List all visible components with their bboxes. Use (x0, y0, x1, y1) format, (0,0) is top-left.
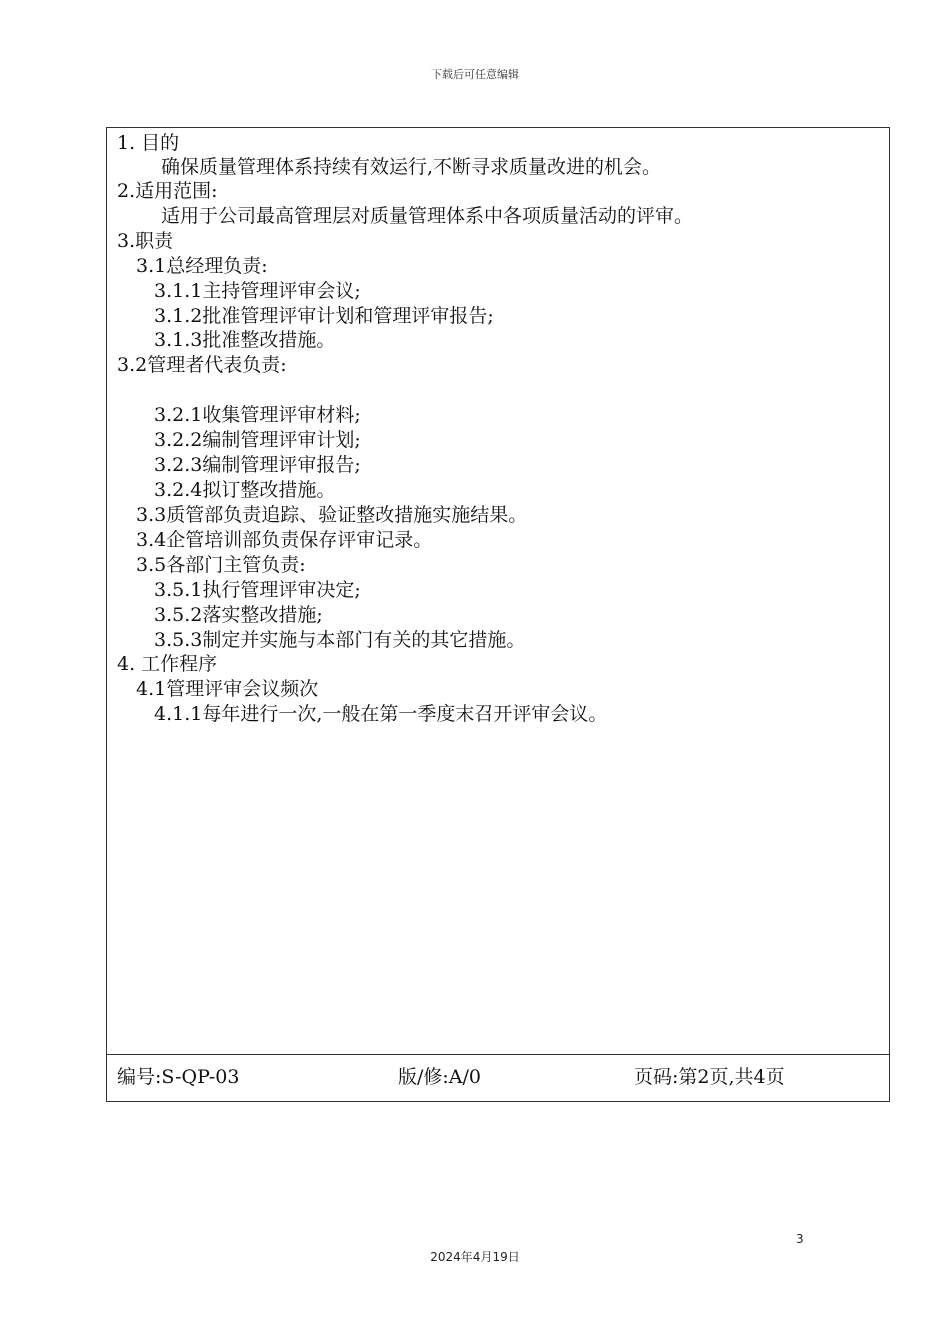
document-content (107, 128, 889, 1053)
item-3-5-2: 3.5.2落实整改措施; (154, 604, 323, 626)
item-3-2-1: 3.2.1收集管理评审材料; (154, 404, 361, 426)
header-note: 下载后可任意编辑 (431, 68, 519, 81)
paragraph-purpose: 确保质量管理体系持续有效运行,不断寻求质量改进的机会。 (161, 156, 662, 178)
paragraph-scope: 适用于公司最高管理层对质量管理体系中各项质量活动的评审。 (161, 205, 694, 227)
item-3-5: 3.5各部门主管负责: (136, 554, 306, 576)
document-footer (107, 1054, 889, 1102)
section-heading-procedure: 4. 工作程序 (117, 653, 218, 675)
page-number: 3 (796, 1232, 804, 1246)
item-3-1-1: 3.1.1主持管理评审会议; (154, 280, 361, 302)
page-info: 页码:第2页,共4页 (634, 1066, 785, 1088)
section-heading-purpose: 1. 目的 (117, 132, 180, 154)
revision-label: 版/修:A/0 (398, 1066, 482, 1088)
item-3-2-4: 3.2.4拟订整改措施。 (154, 479, 336, 501)
item-4-1-1: 4.1.1每年进行一次,一般在第一季度末召开评审会议。 (154, 703, 608, 725)
item-3-5-1: 3.5.1执行管理评审决定; (154, 579, 361, 601)
item-3-3: 3.3质管部负责追踪、验证整改措施实施结果。 (136, 504, 528, 526)
item-3-1-3: 3.1.3批准整改措施。 (154, 329, 336, 351)
section-heading-responsibility: 3.职责 (117, 230, 174, 252)
item-3-2-3: 3.2.3编制管理评审报告; (154, 454, 361, 476)
item-3-4: 3.4企管培训部负责保存评审记录。 (136, 529, 433, 551)
section-heading-scope: 2.适用范围: (117, 180, 218, 202)
item-4-1: 4.1管理评审会议频次 (136, 678, 319, 700)
item-3-1: 3.1总经理负责: (136, 255, 268, 277)
document-number: 编号:S-QP-03 (117, 1066, 240, 1088)
document-frame (106, 127, 890, 1102)
item-3-2: 3.2管理者代表负责: (117, 354, 287, 376)
item-3-1-2: 3.1.2批准管理评审计划和管理评审报告; (154, 305, 494, 327)
item-3-2-2: 3.2.2编制管理评审计划; (154, 429, 361, 451)
date-note: 2024年4月19日 (430, 1250, 520, 1264)
item-3-5-3: 3.5.3制定并实施与本部门有关的其它措施。 (154, 629, 526, 651)
